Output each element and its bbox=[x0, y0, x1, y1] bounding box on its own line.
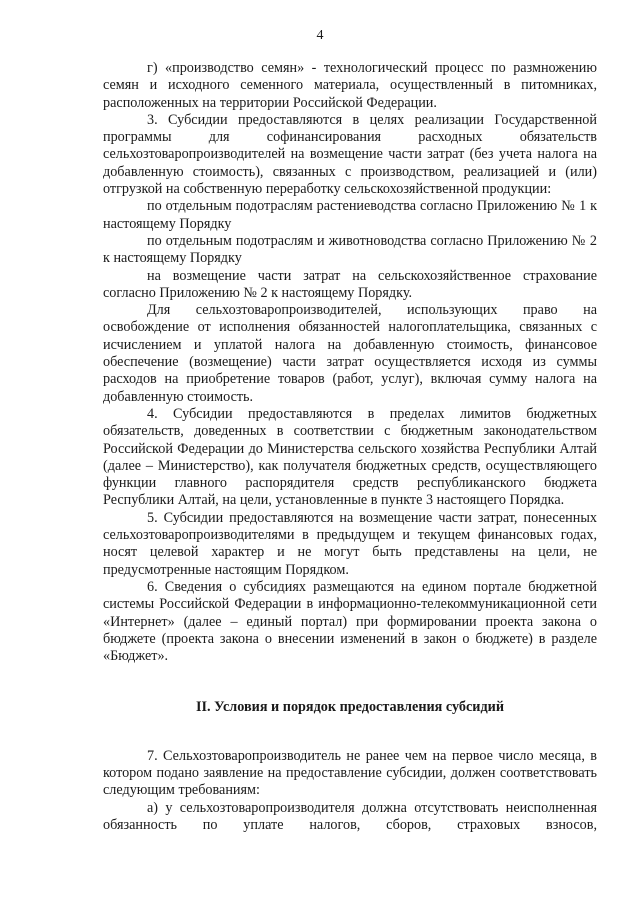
page-number: 4 bbox=[316, 28, 324, 43]
paragraph-seed-production-definition: г) «производство семян» - технологический процесс по размножению семян и исходного семенного материала, осуществленный в питомниках, расположенных на территории Российской Федерации. bbox=[103, 60, 597, 111]
section-title: II. Условия и порядок предоставления субсидий bbox=[195, 699, 504, 716]
paragraph-3-subsidy-purpose: 3. Субсидии предоставляются в целях реализации Государственной программы для софинансирования расходных обязательств сельхозтоваропроизводителей на возмещение части затрат (без учета налога на добавленную стоимость), связанных с производством, реализацией и (или) отгрузкой на собственную переработку сельскохозяйственной продукции: bbox=[103, 111, 597, 198]
paragraph-5-compensation: 5. Субсидии предоставляются на возмещение части затрат, понесенных сельхозтоваропроизводителями в предыдущем и текущем финансовых годах, носят целевой характер и не могут быть представлены на цели, не предусмотренные настоящим Порядком. bbox=[103, 509, 597, 578]
paragraph-6-portal-info: 6. Сведения о субсидиях размещаются на едином портале бюджетной системы Российской Федерации в информационно-телекоммуникационной сети «Интернет» (далее – единый портал) при формировании проекта закона о бюджете (проекта закона о внесении изменений в закон о бюджете) в разделе «Бюджет». bbox=[103, 578, 597, 665]
paragraph-livestock-annex: по отдельным подотраслям и животноводства согласно Приложению № 2 к настоящему Порядку bbox=[103, 232, 597, 267]
paragraph-vat-exempt-producers: Для сельхозтоваропроизводителей, использующих право на освобождение от исполнения обязанностей налогоплательщика, связанных с исчислением и уплатой налога на добавленную стоимость, финансовое обеспечение (возмещение) части затрат осуществляется исходя из суммы расходов на приобретение товаров (работ, услуг), включая сумму налога на добавленную стоимость. bbox=[103, 302, 597, 405]
paragraph-7-requirements: 7. Сельхозтоваропроизводитель не ранее чем на первое число месяца, в котором подано заявление на предоставление субсидии, должен соответствовать следующим требованиям: bbox=[103, 747, 597, 799]
paragraph-4-budget-limits: 4. Субсидии предоставляются в пределах лимитов бюджетных обязательств, доведенных в соответствии с бюджетным законодательством Российской Федерации до Министерства сельского хозяйства Республики Алтай (далее – Министерство), как получателя бюджетных средств, осуществляющего функции главного распорядителя средств республиканского бюджета Республики Алтай, на цели, установленные в пункте 3 настоящего Порядка. bbox=[103, 405, 597, 509]
paragraph-insurance-annex: на возмещение части затрат на сельскохозяйственное страхование согласно Приложению № 2 к настоящему Порядку. bbox=[103, 267, 597, 301]
paragraph-crop-production-annex: по отдельным подотраслям растениеводства согласно Приложению № 1 к настоящему Порядку bbox=[103, 198, 597, 232]
paragraph-7a-no-tax-debt: а) у сельхозтоваропроизводителя должна отсутствовать неисполненная обязанность по уплате налогов, сборов, страховых взносов, bbox=[103, 799, 597, 833]
document-body bbox=[103, 60, 597, 834]
